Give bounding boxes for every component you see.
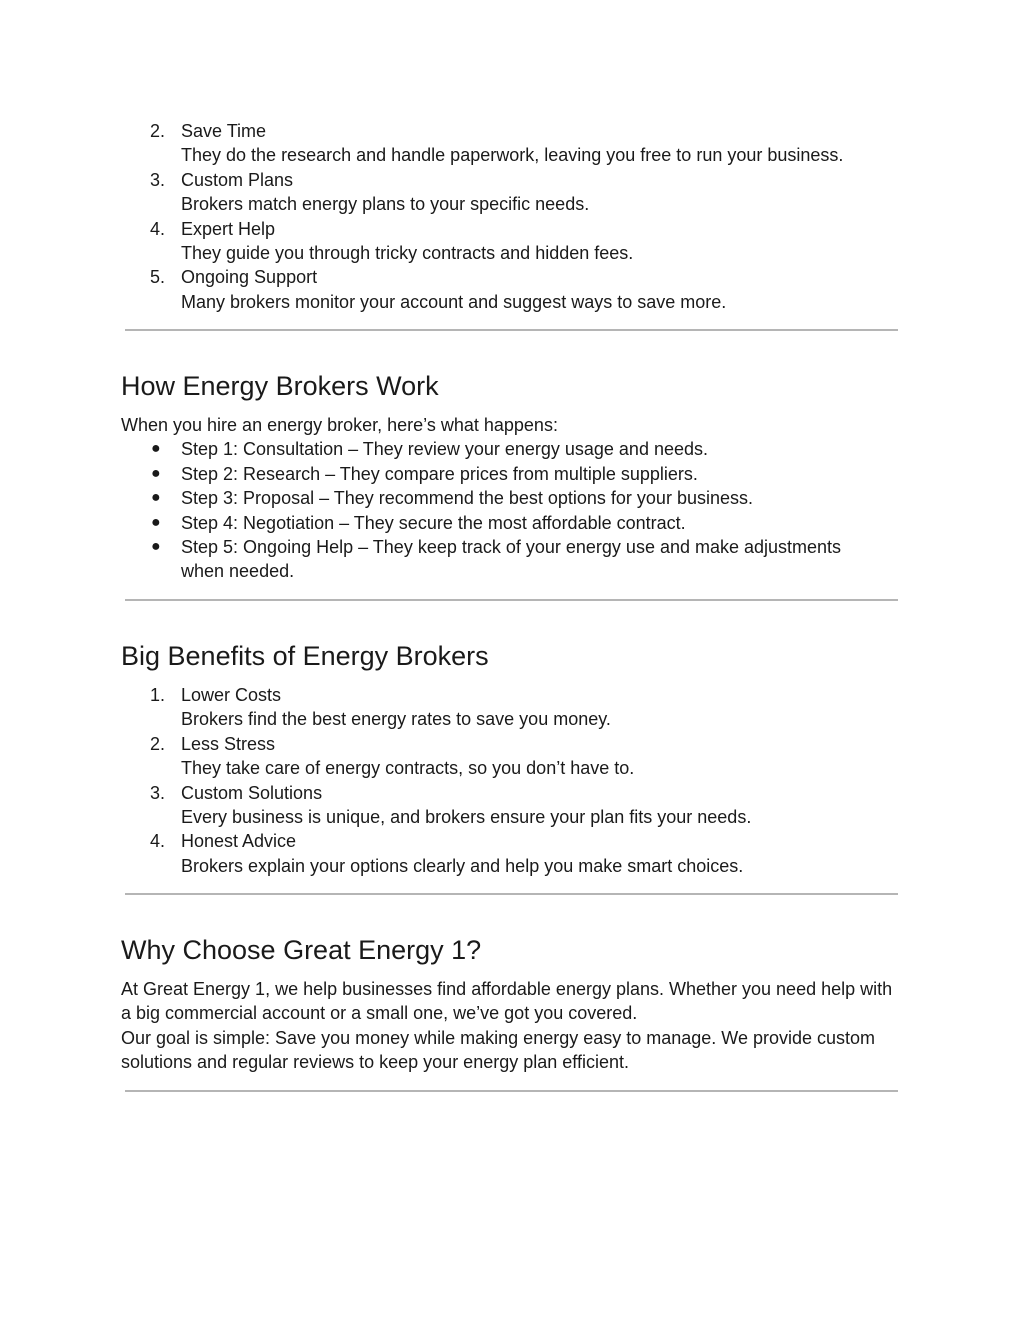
section-heading: Big Benefits of Energy Brokers xyxy=(121,641,489,671)
bullet-icon: ● xyxy=(151,440,161,458)
list-item xyxy=(121,265,901,314)
list-item-title: Save Time xyxy=(181,121,267,141)
list-item xyxy=(121,119,901,168)
steps-list xyxy=(121,437,901,583)
list-number: 3. xyxy=(150,782,166,803)
list-item xyxy=(121,683,901,732)
list-item-description: Brokers find the best energy rates to save you money. xyxy=(181,709,611,730)
horizontal-divider xyxy=(125,599,898,601)
list-item xyxy=(121,781,901,830)
list-item xyxy=(121,462,901,486)
list-item-description: Many brokers monitor your account and suggest ways to save more. xyxy=(181,291,727,312)
horizontal-divider xyxy=(125,1090,898,1092)
bullet-icon: ● xyxy=(151,513,161,531)
section-heading: Why Choose Great Energy 1? xyxy=(121,935,482,965)
reasons-list xyxy=(121,119,901,314)
paragraph: At Great Energy 1, we help businesses find affordable energy plans. Whether you need help with a big commercial account or a small one, we’ve got you covered. xyxy=(121,979,893,1024)
step-text: Step 2: Research – They compare prices from multiple suppliers. xyxy=(181,463,698,484)
list-item-title: Custom Plans xyxy=(181,169,294,190)
benefits-list xyxy=(121,683,901,878)
list-item-title: Ongoing Support xyxy=(181,267,318,288)
reasons-list-section xyxy=(121,119,901,314)
list-number: 2. xyxy=(150,733,166,754)
section-heading: How Energy Brokers Work xyxy=(121,371,439,401)
list-number: 1. xyxy=(150,685,166,705)
section-intro: When you hire an energy broker, here’s what happens: xyxy=(121,415,558,435)
bullet-icon: ● xyxy=(151,489,161,507)
paragraph: Our goal is simple: Save you money while making energy easy to manage. We provide custom solutions and regular reviews to keep your energy plan efficient. xyxy=(121,1027,876,1073)
list-number: 4. xyxy=(150,218,166,239)
benefits-section xyxy=(121,640,901,878)
list-item xyxy=(121,486,901,510)
list-item-title: Less Stress xyxy=(181,733,276,754)
bullet-icon: ● xyxy=(151,538,161,556)
horizontal-divider xyxy=(125,329,898,331)
list-number: 4. xyxy=(150,831,166,852)
list-item-description: Brokers explain your options clearly and help you make smart choices. xyxy=(181,855,744,876)
list-item-description: Brokers match energy plans to your specific needs. xyxy=(181,194,590,215)
bullet-icon: ● xyxy=(151,464,161,482)
list-item xyxy=(121,437,901,461)
list-item xyxy=(121,168,901,217)
step-text: Step 1: Consultation – They review your energy usage and needs. xyxy=(181,439,709,460)
list-item-title: Custom Solutions xyxy=(181,782,323,803)
list-number: 2. xyxy=(150,121,166,141)
step-text: Step 4: Negotiation – They secure the most affordable contract. xyxy=(181,512,686,533)
list-item-description: They guide you through tricky contracts and hidden fees. xyxy=(181,243,634,264)
step-text: Step 3: Proposal – They recommend the best options for your business. xyxy=(181,488,753,509)
list-item-title: Honest Advice xyxy=(181,831,297,852)
step-text: Step 5: Ongoing Help – They keep track of your energy use and make adjustments when needed. xyxy=(181,537,842,582)
why-choose-section xyxy=(121,934,896,1075)
horizontal-divider xyxy=(125,893,898,895)
how-it-works-section xyxy=(121,370,901,584)
list-item-title: Expert Help xyxy=(181,218,276,239)
list-item-description: Every business is unique, and brokers ensure your plan fits your needs. xyxy=(181,807,752,828)
list-item-description: They take care of energy contracts, so you don’t have to. xyxy=(181,758,635,779)
list-item xyxy=(121,829,901,878)
list-item-title: Lower Costs xyxy=(181,685,282,705)
list-item xyxy=(121,732,901,781)
list-item-description: They do the research and handle paperwork, leaving you free to run your business. xyxy=(181,145,844,166)
list-number: 3. xyxy=(150,169,166,190)
list-number: 5. xyxy=(150,267,166,288)
list-item xyxy=(121,217,901,266)
list-item xyxy=(121,535,901,584)
list-item xyxy=(121,511,901,535)
